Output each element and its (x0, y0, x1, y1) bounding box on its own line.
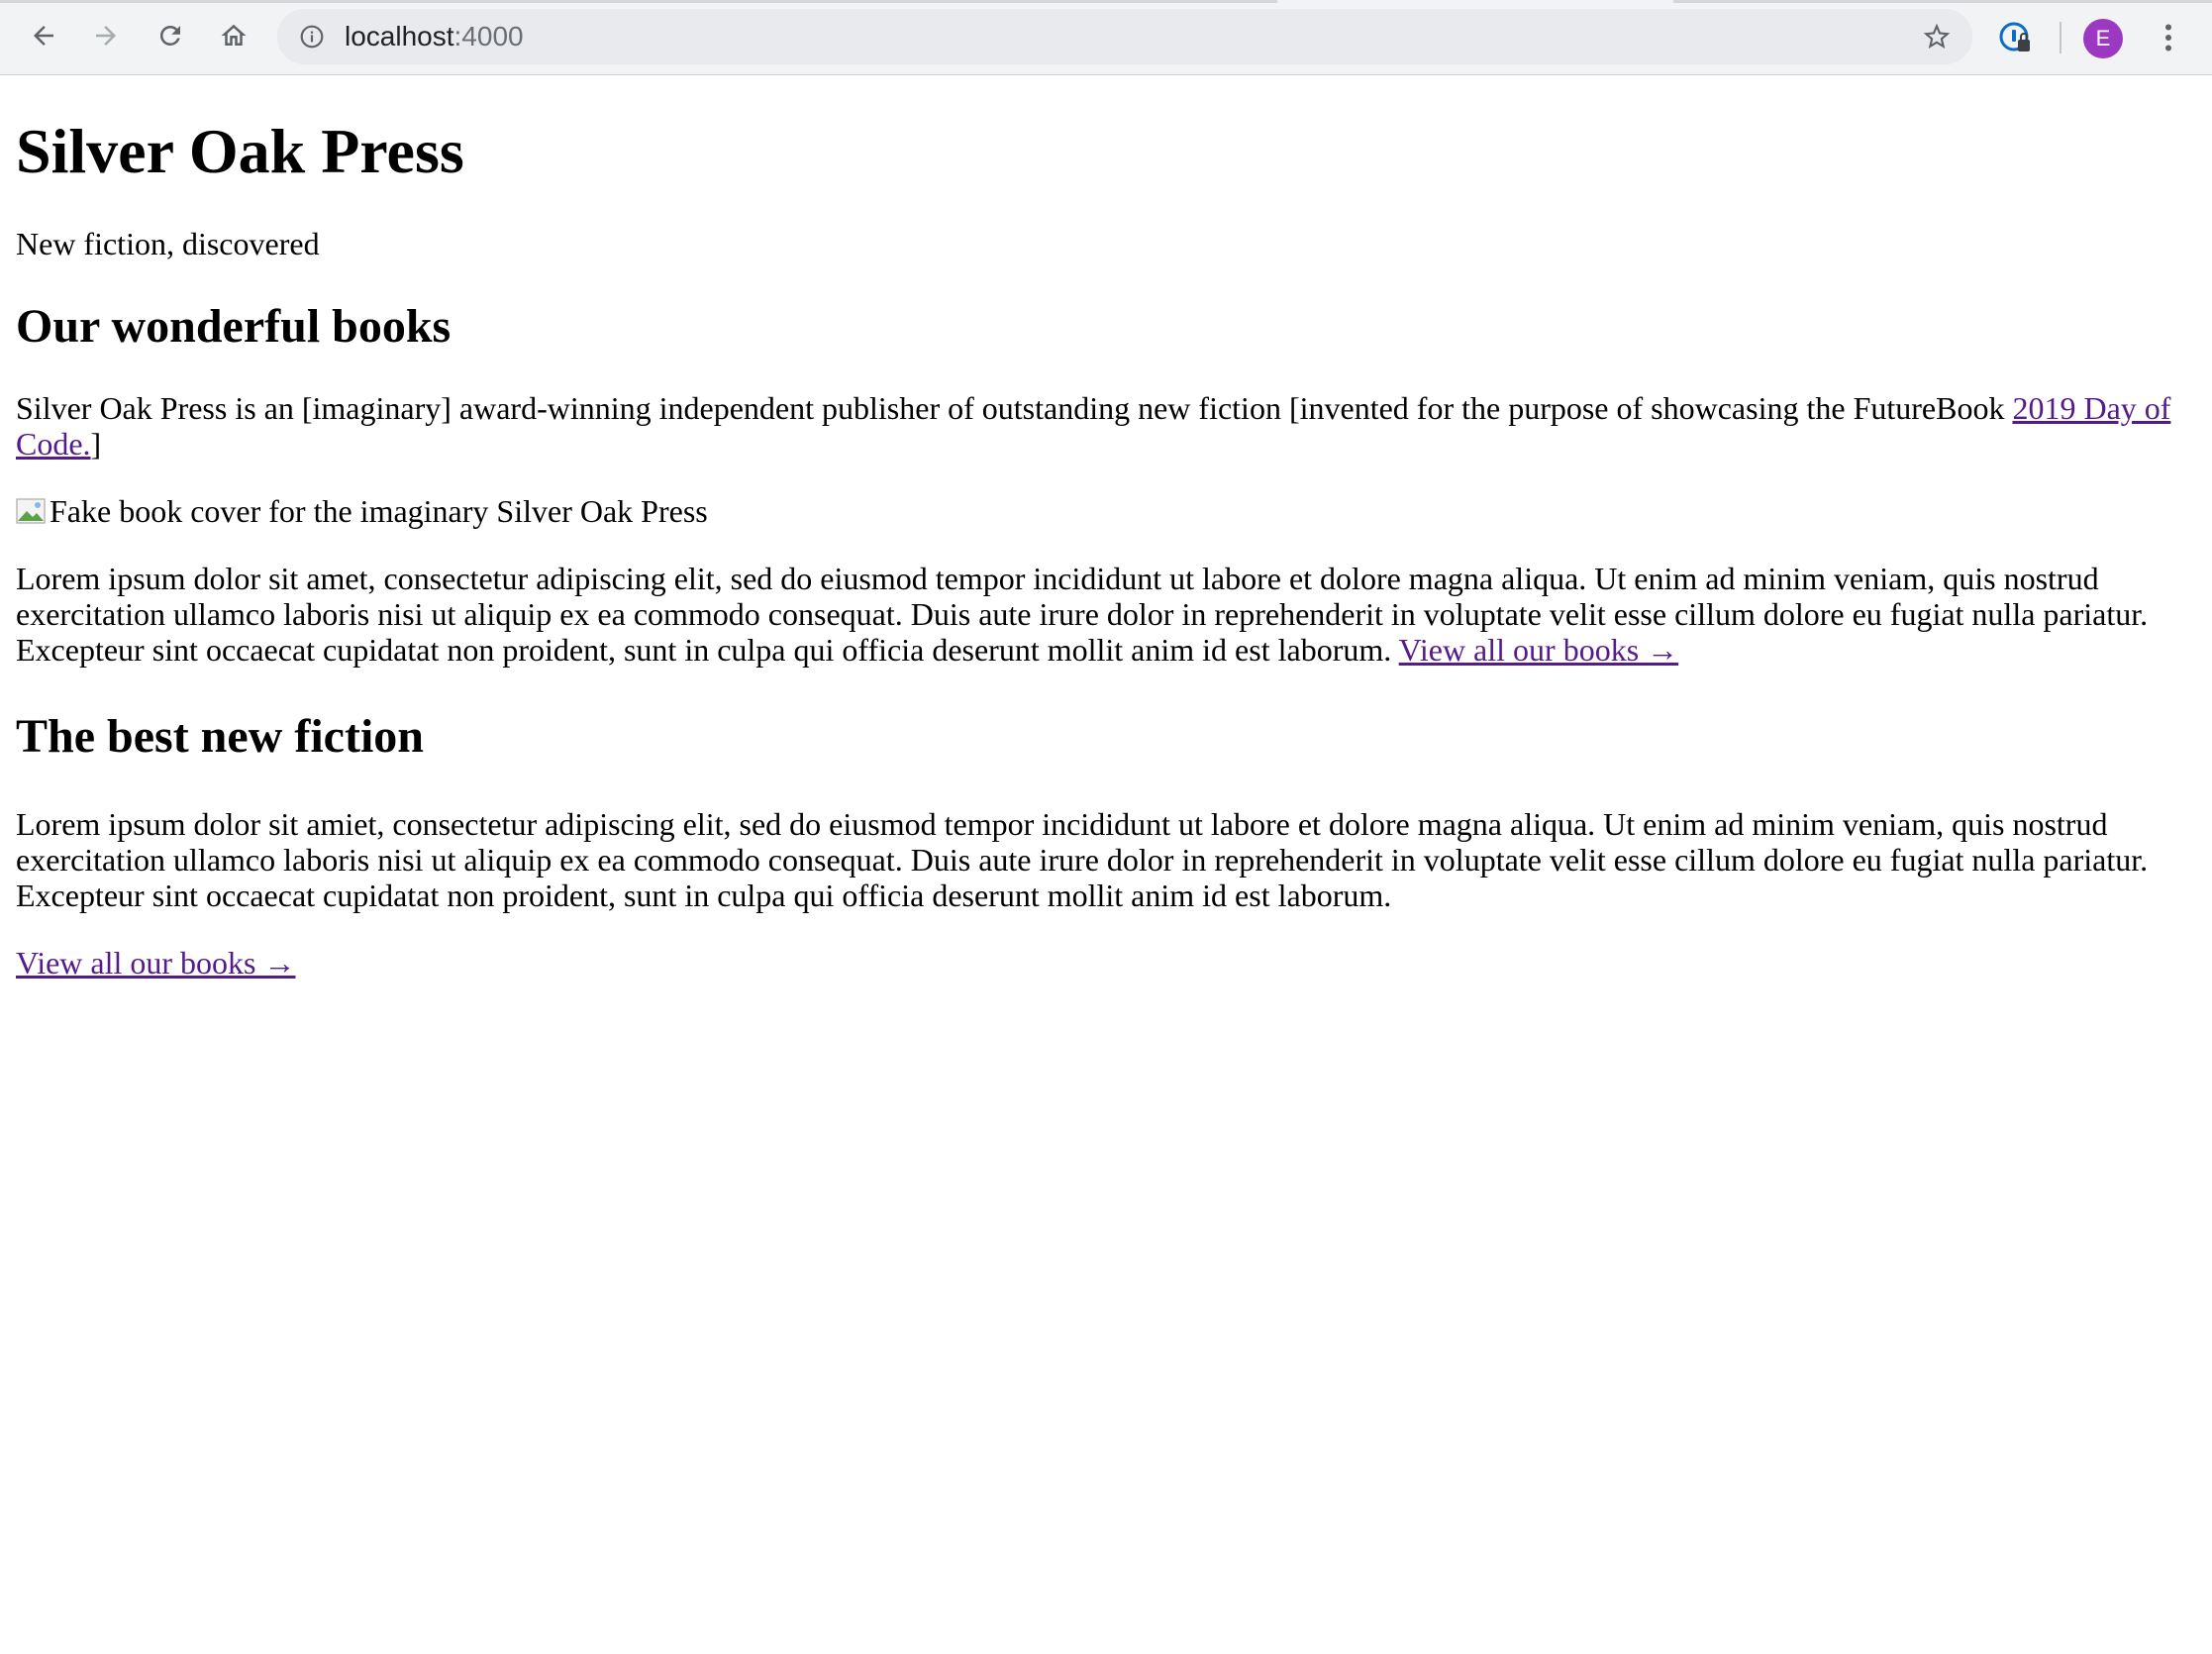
back-icon (29, 21, 58, 51)
book-cover-image (16, 493, 2194, 529)
reload-icon (155, 21, 185, 51)
address-bar-background (277, 9, 1972, 64)
image-alt-text: Fake book cover for the imaginary Silver Oak Press (50, 493, 708, 529)
tab-strip (1673, 0, 2212, 3)
section-heading-fiction: The best new fiction (16, 710, 424, 763)
page-content (16, 75, 2194, 981)
intro-text: Silver Oak Press is an [imaginary] award-winning independent publisher of outstanding new fiction [invented for the purpose of showcasing the FutureBook (16, 390, 2013, 426)
tab-strip (0, 0, 1277, 3)
home-icon (219, 21, 249, 51)
broken-image-icon (16, 495, 48, 527)
profile-avatar[interactable]: E (2083, 19, 2123, 58)
reload-button[interactable] (149, 14, 192, 57)
books-body-paragraph (16, 561, 2194, 668)
tagline: New fiction, discovered (16, 226, 320, 261)
menu-icon[interactable] (2151, 20, 2186, 55)
day-of-code-link[interactable]: 2019 Day of Code. (16, 390, 2171, 462)
section-heading-books: Our wonderful books (16, 300, 452, 353)
forward-button[interactable] (84, 14, 128, 57)
extension-icon[interactable] (1998, 20, 2034, 55)
back-button[interactable] (22, 14, 65, 57)
url-host: localhost (345, 21, 454, 52)
address-bar[interactable] (277, 9, 1972, 64)
url-port: :4000 (453, 21, 524, 52)
page-title: Silver Oak Press (16, 116, 464, 186)
final-link-paragraph (16, 945, 2194, 981)
books-body-text: Lorem ipsum dolor sit amet, consectetur adipiscing elit, sed do eiusmod tempor incididunt ut labore et dolore magna aliqua. Ut enim ad minim veniam, quis nostrud exercitation ullamco laboris nisi ut aliquip ex ea commodo consequat. Duis aute irure dolor in reprehenderit in voluptate velit esse cillum dolore eu fugiat nulla pariatur. Excepteur sint occaecat cupidatat non proident, sunt in culpa qui officia deserunt mollit anim id est laborum. (16, 561, 2149, 668)
view-all-books-link[interactable]: View all our books → (1398, 632, 1679, 668)
intro-paragraph (16, 390, 2194, 462)
bookmark-star-icon[interactable] (1921, 21, 1953, 52)
forward-icon (91, 21, 121, 51)
toolbar-divider (2060, 22, 2061, 53)
url-text[interactable] (345, 21, 524, 52)
intro-end: ] (90, 426, 102, 462)
fiction-body-paragraph: Lorem ipsum dolor sit amiet, consectetur adipiscing elit, sed do eiusmod tempor incididunt ut labore et dolore magna aliqua. Ut enim ad minim veniam, quis nostrud exercitation ullamco laboris nisi ut aliquip ex ea commodo consequat. Duis aute irure dolor in reprehenderit in voluptate velit esse cillum dolore eu fugiat nulla pariatur. Excepteur sint occaecat cupidatat non proident, sunt in culpa qui officia deserunt mollit anim id est laborum. (16, 806, 2149, 913)
browser-toolbar (0, 0, 2212, 75)
home-button[interactable] (212, 14, 255, 57)
info-icon[interactable] (299, 24, 325, 50)
view-all-books-link-bottom[interactable]: View all our books → (16, 945, 296, 981)
